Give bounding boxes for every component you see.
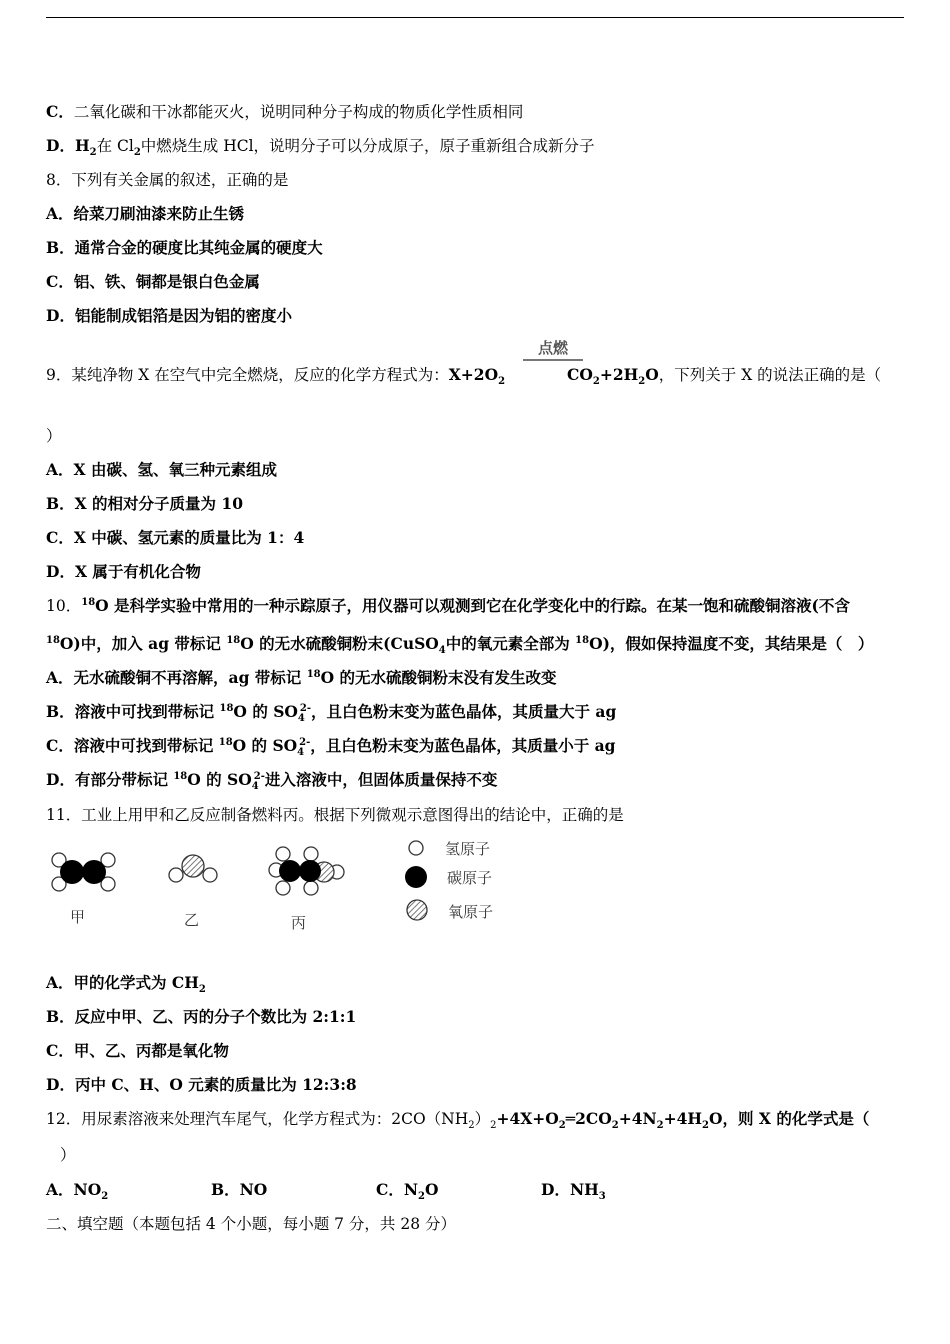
legend-carbon-icon <box>405 866 427 888</box>
q10-stem-line1: 10．$^{18}$O 是科学实验中常用的一种示踪原子，用仪器可以观测到它在化学变化中的行踪。在某一饱和硫酸铜溶液(不含 <box>46 596 850 615</box>
q11-option-d: D．丙中 C、H、O 元素的质量比为 12:3:8 <box>46 1075 357 1094</box>
q9-option-a: A．X 由碳、氢、氧三种元素组成 <box>46 460 277 479</box>
q12-stem: 12．用尿素溶液来处理汽车尾气，化学方程式为：$2CO(NH_2)_2+4X+O_2═2CO_2+4N_2+4H_2O$，则 X 的化学式是（ <box>46 1109 870 1132</box>
q8-option-b: B．通常合金的硬度比其纯金属的硬度大 <box>46 238 323 257</box>
legend-hydrogen-icon <box>409 841 423 855</box>
legend-hydrogen: 氢原子 <box>445 840 491 858</box>
q8-option-c: C．铝、铁、铜都是银白色金属 <box>46 272 260 291</box>
reaction-condition: 点燃 <box>523 337 583 361</box>
q10-stem-line2: $^{18}$O)中，加入 ag 带标记 $^{18}$O 的无水硫酸铜粉末(CuSO$_4$中的氧元素全部为 $^{18}$O)，假如保持温度不变，其结果是（ ） <box>46 634 874 657</box>
molecule-yi <box>169 855 217 882</box>
molecule-jia <box>52 853 115 891</box>
q12-options <box>46 1180 706 1203</box>
q9-option-b: B．X 的相对分子质量为 10 <box>46 494 243 513</box>
legend-oxygen-icon <box>407 900 427 920</box>
q10-option-c: C．溶液中可找到带标记 $^{18}$O 的 $SO_4^{2-}$，且白色粉末变为蓝色晶体，其质量小于 ag <box>46 736 616 759</box>
q9-close-paren: ） <box>46 427 62 445</box>
q12-option-d: D．$NH_3$ <box>541 1180 606 1203</box>
q9-option-c: C．X 中碳、氢元素的质量比为 1：4 <box>46 528 305 547</box>
q10-option-a: A．无水硫酸铜不再溶解，ag 带标记 $^{18}$O 的无水硫酸铜粉末没有发生改变 <box>46 668 557 687</box>
q12-option-a: A．$NO_2$ <box>46 1180 109 1203</box>
q8-option-a: A．给菜刀刷油漆来防止生锈 <box>46 204 245 223</box>
q12-option-b: B．NO <box>211 1180 268 1199</box>
label-yi: 乙 <box>184 911 200 929</box>
q11-stem: 11．工业上用甲和乙反应制备燃料丙。根据下列微观示意图得出的结论中，正确的是 <box>46 806 624 824</box>
label-bing: 丙 <box>291 914 307 932</box>
legend-oxygen: 氧原子 <box>448 903 494 921</box>
q10-option-d: D．有部分带标记 $^{18}$O 的 $SO_4^{2-}$进入溶液中，但固体质量保持不变 <box>46 770 498 793</box>
header-rule <box>46 17 904 18</box>
label-jia: 甲 <box>70 908 86 926</box>
q9-stem: 9．某纯净物 X 在空气中完全燃烧，反应的化学方程式为：$X+2O_2$ $CO_2+2H_2O$，下列关于 X 的说法正确的是（ <box>46 365 882 388</box>
q11-option-b: B．反应中甲、乙、丙的分子个数比为 2:1:1 <box>46 1007 357 1026</box>
legend-carbon: 碳原子 <box>447 869 493 887</box>
q10-option-b: B．溶液中可找到带标记 $^{18}$O 的 $SO_4^{2-}$，且白色粉末变为蓝色晶体，其质量大于 ag <box>46 702 617 725</box>
q7-option-c: C．二氧化碳和干冰都能灭火，说明同种分子构成的物质化学性质相同 <box>46 102 524 121</box>
molecule-bing <box>269 847 344 895</box>
q12-close-paren: ） <box>60 1146 76 1164</box>
q8-option-d: D．铝能制成铝箔是因为铝的密度小 <box>46 306 292 325</box>
q8-stem: 8．下列有关金属的叙述，正确的是 <box>46 171 289 189</box>
section-2-heading: 二、填空题（本题包括 4 个小题，每小题 7 分，共 28 分） <box>46 1215 457 1233</box>
q9-option-d: D．X 属于有机化合物 <box>46 562 201 581</box>
q7-option-d: D．$H_2$在 $Cl_2$中燃烧生成 HCl，说明分子可以分成原子，原子重新组合成新分子 <box>46 136 595 159</box>
q11-option-c: C．甲、乙、丙都是氧化物 <box>46 1041 229 1060</box>
q11-option-a: A．甲的化学式为 $CH_2$ <box>46 973 206 996</box>
q12-option-c: C．$N_2O$ <box>376 1180 439 1203</box>
